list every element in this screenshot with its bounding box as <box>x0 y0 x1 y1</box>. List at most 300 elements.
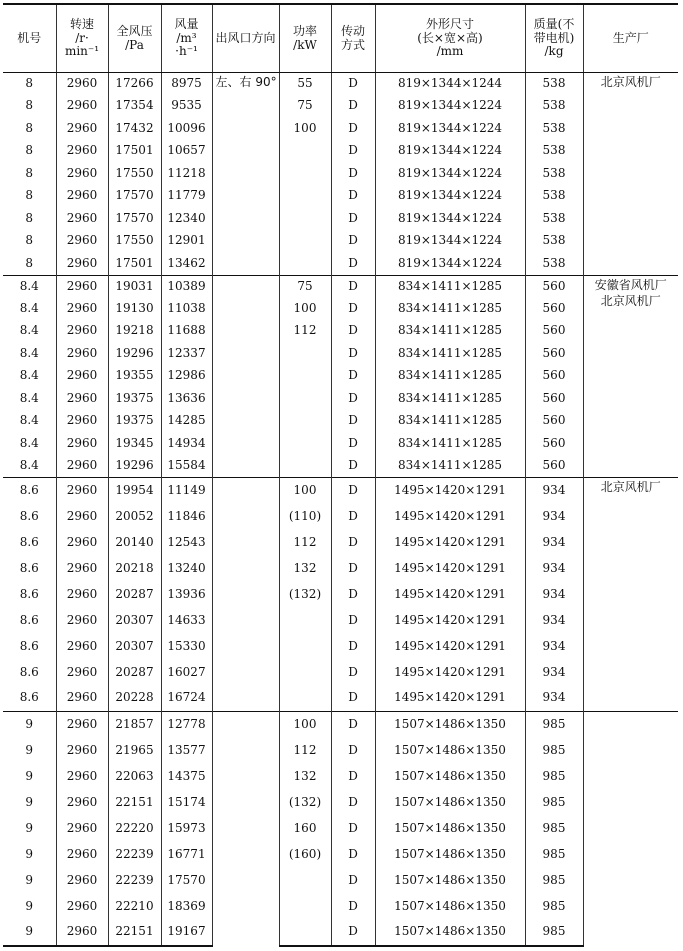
drive-mode-cell: D <box>331 816 375 842</box>
fan-number-cell: 8.6 <box>3 608 56 634</box>
power-cell <box>279 410 331 433</box>
airflow-cell: 13936 <box>161 582 212 608</box>
manufacturer-name: 北京风机厂 <box>600 294 661 309</box>
mass-cell: 538 <box>525 253 583 276</box>
power-cell: 132 <box>279 556 331 582</box>
drive-mode-cell: D <box>331 478 375 504</box>
dimensions-cell: 1507×1486×1350 <box>375 842 525 868</box>
fan-number-cell: 9 <box>3 842 56 868</box>
table-row <box>3 230 678 253</box>
manufacturer-name: 北京风机厂 <box>600 480 661 494</box>
power-cell <box>279 455 331 478</box>
total-pressure-cell: 17501 <box>108 140 161 163</box>
power-cell <box>279 686 331 712</box>
drive-mode-cell: D <box>331 660 375 686</box>
drive-mode-cell: D <box>331 320 375 343</box>
power-cell <box>279 634 331 660</box>
total-pressure-cell: 20228 <box>108 686 161 712</box>
total-pressure-cell: 20140 <box>108 530 161 556</box>
power-cell: 112 <box>279 530 331 556</box>
dimensions-cell: 834×1411×1285 <box>375 365 525 388</box>
dimensions-cell: 1495×1420×1291 <box>375 608 525 634</box>
header-manufacturer: 生产厂 <box>583 4 678 73</box>
total-pressure-cell: 17550 <box>108 230 161 253</box>
mass-cell: 985 <box>525 764 583 790</box>
fan-number-cell: 9 <box>3 894 56 920</box>
speed-cell: 2960 <box>56 163 108 186</box>
dimensions-cell: 1495×1420×1291 <box>375 556 525 582</box>
speed-cell: 2960 <box>56 298 108 321</box>
fan-number-cell: 8 <box>3 73 56 96</box>
fan-number-cell: 8.4 <box>3 343 56 366</box>
mass-cell: 538 <box>525 140 583 163</box>
table-row <box>3 712 678 738</box>
fan-number-cell: 8.6 <box>3 530 56 556</box>
dimensions-cell: 1495×1420×1291 <box>375 530 525 556</box>
total-pressure-cell: 19375 <box>108 410 161 433</box>
mass-cell: 538 <box>525 163 583 186</box>
header-row <box>3 4 678 73</box>
dimensions-cell: 1507×1486×1350 <box>375 816 525 842</box>
fan-number-cell: 8.4 <box>3 298 56 321</box>
drive-mode-cell: D <box>331 842 375 868</box>
fan-number-cell: 8.4 <box>3 455 56 478</box>
header-power: 功率 /kW <box>279 4 331 73</box>
drive-mode-cell: D <box>331 504 375 530</box>
total-pressure-cell: 22239 <box>108 842 161 868</box>
power-cell <box>279 253 331 276</box>
table-row <box>3 298 678 321</box>
dimensions-cell: 819×1344×1224 <box>375 163 525 186</box>
total-pressure-cell: 20052 <box>108 504 161 530</box>
mass-cell: 560 <box>525 388 583 411</box>
fan-number-cell: 8 <box>3 95 56 118</box>
dimensions-cell: 834×1411×1285 <box>375 343 525 366</box>
power-cell: 112 <box>279 738 331 764</box>
airflow-cell: 14633 <box>161 608 212 634</box>
mass-cell: 538 <box>525 118 583 141</box>
airflow-cell: 12340 <box>161 208 212 231</box>
airflow-cell: 13577 <box>161 738 212 764</box>
mass-cell: 560 <box>525 365 583 388</box>
fan-number-cell: 8 <box>3 118 56 141</box>
speed-cell: 2960 <box>56 275 108 298</box>
power-cell <box>279 894 331 920</box>
speed-cell: 2960 <box>56 208 108 231</box>
mass-cell: 934 <box>525 660 583 686</box>
airflow-cell: 10096 <box>161 118 212 141</box>
dimensions-cell: 1507×1486×1350 <box>375 868 525 894</box>
dimensions-cell: 1495×1420×1291 <box>375 478 525 504</box>
total-pressure-cell: 19345 <box>108 433 161 456</box>
power-cell <box>279 163 331 186</box>
table-row <box>3 433 678 456</box>
airflow-cell: 18369 <box>161 894 212 920</box>
speed-cell: 2960 <box>56 343 108 366</box>
fan-number-cell: 9 <box>3 816 56 842</box>
table-row <box>3 163 678 186</box>
fan-number-cell: 8.6 <box>3 634 56 660</box>
drive-mode-cell: D <box>331 140 375 163</box>
speed-cell: 2960 <box>56 455 108 478</box>
mass-cell: 934 <box>525 556 583 582</box>
speed-cell: 2960 <box>56 478 108 504</box>
mass-cell: 934 <box>525 634 583 660</box>
power-cell: 132 <box>279 764 331 790</box>
drive-mode-cell: D <box>331 738 375 764</box>
outlet-direction-cell <box>212 73 279 276</box>
airflow-cell: 11149 <box>161 478 212 504</box>
drive-mode-cell: D <box>331 253 375 276</box>
speed-cell: 2960 <box>56 634 108 660</box>
outlet-direction-text: 左、右 90° <box>215 75 277 89</box>
airflow-cell: 14375 <box>161 764 212 790</box>
airflow-cell: 15330 <box>161 634 212 660</box>
table-row <box>3 894 678 920</box>
fan-number-cell: 8 <box>3 230 56 253</box>
airflow-cell: 16771 <box>161 842 212 868</box>
mass-cell: 538 <box>525 185 583 208</box>
total-pressure-cell: 17266 <box>108 73 161 96</box>
drive-mode-cell: D <box>331 298 375 321</box>
airflow-cell: 12337 <box>161 343 212 366</box>
table-body <box>3 73 678 946</box>
power-cell <box>279 660 331 686</box>
speed-cell: 2960 <box>56 230 108 253</box>
table-row <box>3 738 678 764</box>
airflow-cell: 13240 <box>161 556 212 582</box>
airflow-cell: 11688 <box>161 320 212 343</box>
power-cell <box>279 608 331 634</box>
fan-number-cell: 8.6 <box>3 582 56 608</box>
drive-mode-cell: D <box>331 410 375 433</box>
total-pressure-cell: 19355 <box>108 365 161 388</box>
table-row <box>3 582 678 608</box>
airflow-cell: 11846 <box>161 504 212 530</box>
power-cell: 100 <box>279 478 331 504</box>
fan-number-cell: 9 <box>3 712 56 738</box>
drive-mode-cell: D <box>331 95 375 118</box>
power-cell: (132) <box>279 582 331 608</box>
header-total-pressure: 全风压 /Pa <box>108 4 161 73</box>
power-cell <box>279 140 331 163</box>
fan-number-cell: 8 <box>3 185 56 208</box>
speed-cell: 2960 <box>56 253 108 276</box>
dimensions-cell: 819×1344×1224 <box>375 253 525 276</box>
table-row <box>3 388 678 411</box>
fan-number-cell: 8.6 <box>3 660 56 686</box>
fan-number-cell: 8.4 <box>3 433 56 456</box>
mass-cell: 934 <box>525 608 583 634</box>
total-pressure-cell: 19031 <box>108 275 161 298</box>
fan-number-cell: 8 <box>3 253 56 276</box>
table-row <box>3 185 678 208</box>
airflow-cell: 12986 <box>161 365 212 388</box>
header-fan-number: 机号 <box>3 4 56 73</box>
fan-number-cell: 9 <box>3 920 56 946</box>
drive-mode-cell: D <box>331 388 375 411</box>
total-pressure-cell: 22220 <box>108 816 161 842</box>
manufacturer-name: 安徽省风机厂 <box>594 277 667 292</box>
power-cell: 55 <box>279 73 331 96</box>
header-mass: 质量(不 带电机) /kg <box>525 4 583 73</box>
total-pressure-cell: 17570 <box>108 185 161 208</box>
fan-number-cell: 8.4 <box>3 388 56 411</box>
manufacturer-cell <box>583 73 678 276</box>
total-pressure-cell: 22151 <box>108 790 161 816</box>
speed-cell: 2960 <box>56 816 108 842</box>
speed-cell: 2960 <box>56 894 108 920</box>
header-outlet-direction: 出风口方向 <box>212 4 279 73</box>
drive-mode-cell: D <box>331 118 375 141</box>
airflow-cell: 15584 <box>161 455 212 478</box>
dimensions-cell: 834×1411×1285 <box>375 298 525 321</box>
table-row <box>3 660 678 686</box>
table-row <box>3 95 678 118</box>
dimensions-cell: 1495×1420×1291 <box>375 634 525 660</box>
mass-cell: 985 <box>525 894 583 920</box>
mass-cell: 538 <box>525 230 583 253</box>
dimensions-cell: 1507×1486×1350 <box>375 764 525 790</box>
dimensions-cell: 1507×1486×1350 <box>375 790 525 816</box>
table-row <box>3 140 678 163</box>
drive-mode-cell: D <box>331 764 375 790</box>
dimensions-cell: 834×1411×1285 <box>375 433 525 456</box>
mass-cell: 538 <box>525 208 583 231</box>
airflow-cell: 14285 <box>161 410 212 433</box>
fan-number-cell: 8.6 <box>3 478 56 504</box>
mass-cell: 560 <box>525 455 583 478</box>
table-row <box>3 842 678 868</box>
mass-cell: 538 <box>525 73 583 96</box>
total-pressure-cell: 20307 <box>108 634 161 660</box>
speed-cell: 2960 <box>56 320 108 343</box>
mass-cell: 985 <box>525 920 583 946</box>
table-row <box>3 868 678 894</box>
power-cell: 100 <box>279 712 331 738</box>
airflow-cell: 12901 <box>161 230 212 253</box>
drive-mode-cell: D <box>331 556 375 582</box>
total-pressure-cell: 17501 <box>108 253 161 276</box>
airflow-cell: 10657 <box>161 140 212 163</box>
mass-cell: 934 <box>525 530 583 556</box>
mass-cell: 560 <box>525 410 583 433</box>
drive-mode-cell: D <box>331 920 375 946</box>
speed-cell: 2960 <box>56 73 108 96</box>
total-pressure-cell: 22239 <box>108 868 161 894</box>
fan-number-cell: 8.6 <box>3 504 56 530</box>
power-cell <box>279 920 331 946</box>
mass-cell: 985 <box>525 738 583 764</box>
airflow-cell: 11779 <box>161 185 212 208</box>
speed-cell: 2960 <box>56 365 108 388</box>
fan-number-cell: 8.4 <box>3 320 56 343</box>
dimensions-cell: 834×1411×1285 <box>375 410 525 433</box>
total-pressure-cell: 22151 <box>108 920 161 946</box>
airflow-cell: 8975 <box>161 73 212 96</box>
power-cell <box>279 365 331 388</box>
dimensions-cell: 1495×1420×1291 <box>375 504 525 530</box>
total-pressure-cell: 17432 <box>108 118 161 141</box>
speed-cell: 2960 <box>56 842 108 868</box>
power-cell <box>279 208 331 231</box>
power-cell <box>279 343 331 366</box>
drive-mode-cell: D <box>331 608 375 634</box>
power-cell: 100 <box>279 298 331 321</box>
drive-mode-cell: D <box>331 275 375 298</box>
airflow-cell: 11218 <box>161 163 212 186</box>
mass-cell: 560 <box>525 320 583 343</box>
total-pressure-cell: 19218 <box>108 320 161 343</box>
table-row <box>3 608 678 634</box>
drive-mode-cell: D <box>331 73 375 96</box>
mass-cell: 934 <box>525 582 583 608</box>
dimensions-cell: 1507×1486×1350 <box>375 712 525 738</box>
total-pressure-cell: 19296 <box>108 343 161 366</box>
mass-cell: 538 <box>525 95 583 118</box>
total-pressure-cell: 17550 <box>108 163 161 186</box>
drive-mode-cell: D <box>331 185 375 208</box>
power-cell: 160 <box>279 816 331 842</box>
fan-number-cell: 9 <box>3 764 56 790</box>
dimensions-cell: 819×1344×1224 <box>375 140 525 163</box>
manufacturer-cell <box>583 275 678 478</box>
drive-mode-cell: D <box>331 530 375 556</box>
airflow-cell: 16027 <box>161 660 212 686</box>
total-pressure-cell: 22210 <box>108 894 161 920</box>
speed-cell: 2960 <box>56 118 108 141</box>
drive-mode-cell: D <box>331 455 375 478</box>
speed-cell: 2960 <box>56 790 108 816</box>
power-cell: 100 <box>279 118 331 141</box>
dimensions-cell: 1507×1486×1350 <box>375 738 525 764</box>
outlet-direction-cell <box>212 478 279 712</box>
drive-mode-cell: D <box>331 230 375 253</box>
total-pressure-cell: 19375 <box>108 388 161 411</box>
fan-number-cell: 8.4 <box>3 275 56 298</box>
speed-cell: 2960 <box>56 868 108 894</box>
dimensions-cell: 834×1411×1285 <box>375 275 525 298</box>
dimensions-cell: 819×1344×1224 <box>375 95 525 118</box>
speed-cell: 2960 <box>56 388 108 411</box>
total-pressure-cell: 17570 <box>108 208 161 231</box>
airflow-cell: 13636 <box>161 388 212 411</box>
dimensions-cell: 1507×1486×1350 <box>375 894 525 920</box>
fan-number-cell: 8.4 <box>3 365 56 388</box>
airflow-cell: 10389 <box>161 275 212 298</box>
outlet-direction-cell <box>212 712 279 946</box>
header-drive-mode: 传动 方式 <box>331 4 375 73</box>
outlet-direction-cell <box>212 275 279 478</box>
airflow-cell: 15973 <box>161 816 212 842</box>
speed-cell: 2960 <box>56 608 108 634</box>
airflow-cell: 16724 <box>161 686 212 712</box>
table-row <box>3 118 678 141</box>
speed-cell: 2960 <box>56 140 108 163</box>
mass-cell: 985 <box>525 816 583 842</box>
speed-cell: 2960 <box>56 582 108 608</box>
power-cell <box>279 868 331 894</box>
table-row <box>3 816 678 842</box>
speed-cell: 2960 <box>56 920 108 946</box>
fan-number-cell: 9 <box>3 738 56 764</box>
speed-cell: 2960 <box>56 410 108 433</box>
power-cell: 75 <box>279 95 331 118</box>
mass-cell: 985 <box>525 712 583 738</box>
fan-number-cell: 9 <box>3 790 56 816</box>
dimensions-cell: 1507×1486×1350 <box>375 920 525 946</box>
drive-mode-cell: D <box>331 163 375 186</box>
fan-number-cell: 8.6 <box>3 556 56 582</box>
speed-cell: 2960 <box>56 504 108 530</box>
mass-cell: 985 <box>525 868 583 894</box>
drive-mode-cell: D <box>331 343 375 366</box>
table-row <box>3 208 678 231</box>
dimensions-cell: 819×1344×1224 <box>375 208 525 231</box>
total-pressure-cell: 20287 <box>108 660 161 686</box>
table-row <box>3 455 678 478</box>
header-speed: 转速 /r· min⁻¹ <box>56 4 108 73</box>
dimensions-cell: 1495×1420×1291 <box>375 582 525 608</box>
speed-cell: 2960 <box>56 556 108 582</box>
total-pressure-cell: 19130 <box>108 298 161 321</box>
dimensions-cell: 819×1344×1224 <box>375 230 525 253</box>
speed-cell: 2960 <box>56 185 108 208</box>
table-row <box>3 556 678 582</box>
table-row <box>3 320 678 343</box>
airflow-cell: 13462 <box>161 253 212 276</box>
table-row <box>3 790 678 816</box>
dimensions-cell: 819×1344×1244 <box>375 73 525 96</box>
mass-cell: 985 <box>525 842 583 868</box>
dimensions-cell: 834×1411×1285 <box>375 455 525 478</box>
power-cell: (160) <box>279 842 331 868</box>
table-row <box>3 686 678 712</box>
fan-spec-table <box>3 3 678 947</box>
table-row <box>3 343 678 366</box>
power-cell <box>279 230 331 253</box>
table-row <box>3 920 678 946</box>
total-pressure-cell: 17354 <box>108 95 161 118</box>
fan-number-cell: 8 <box>3 163 56 186</box>
mass-cell: 560 <box>525 298 583 321</box>
manufacturer-cell <box>583 712 678 946</box>
airflow-cell: 14934 <box>161 433 212 456</box>
speed-cell: 2960 <box>56 660 108 686</box>
table-row <box>3 530 678 556</box>
drive-mode-cell: D <box>331 686 375 712</box>
header-airflow: 风量 /m³ ·h⁻¹ <box>161 4 212 73</box>
drive-mode-cell: D <box>331 208 375 231</box>
speed-cell: 2960 <box>56 433 108 456</box>
dimensions-cell: 1495×1420×1291 <box>375 686 525 712</box>
drive-mode-cell: D <box>331 365 375 388</box>
power-cell: 112 <box>279 320 331 343</box>
airflow-cell: 15174 <box>161 790 212 816</box>
table-row <box>3 365 678 388</box>
total-pressure-cell: 22063 <box>108 764 161 790</box>
airflow-cell: 11038 <box>161 298 212 321</box>
airflow-cell: 17570 <box>161 868 212 894</box>
speed-cell: 2960 <box>56 95 108 118</box>
total-pressure-cell: 21965 <box>108 738 161 764</box>
power-cell: (110) <box>279 504 331 530</box>
table-row <box>3 504 678 530</box>
manufacturer-name: 北京风机厂 <box>600 75 661 89</box>
total-pressure-cell: 21857 <box>108 712 161 738</box>
table-row <box>3 410 678 433</box>
table-row <box>3 73 678 96</box>
